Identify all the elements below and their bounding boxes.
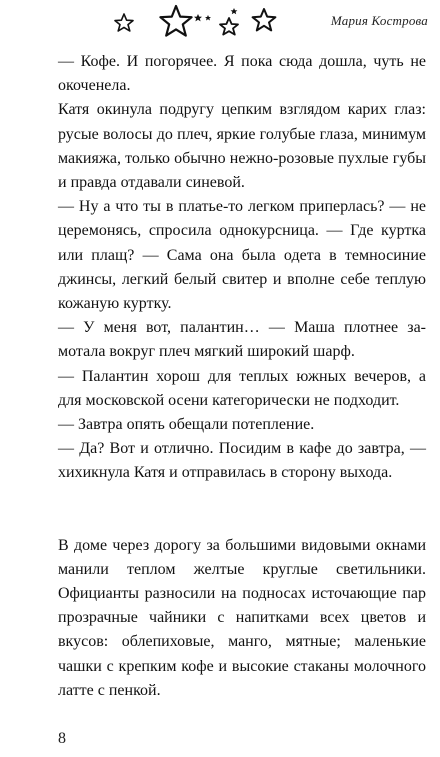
paragraph: В доме через дорогу за большими видовыми окнами манили теплом желтые круглые светильники. Официанты разносили на подносах источающие пар прозрачные чайники с напитками всех цветов и вкусов: облепиховые, манго, мятные; маленькие чашки с крепким кофе и высокие стаканы молочного латте с пенкой. (58, 536, 426, 699)
section-break (58, 510, 426, 534)
paragraph: Катя окинула подругу цепким взглядом карих глаз: русые волосы до плеч, яркие голубые глаза, минимум макияжа, только обычно нежно-розовые пухлые губы и правда отдавали синевой. (58, 101, 426, 192)
running-head-author: Мария Кострова (330, 13, 428, 28)
paragraph: — Кофе. И погорячее. Я пока сюда дошла, чуть не окоченела. (58, 53, 426, 95)
page-number: 8 (58, 730, 66, 747)
paragraph: — Палантин хорош для теплых южных вечеров, а для московской осени категорически не подходит. (58, 367, 426, 409)
paragraph: — Да? Вот и отлично. Посидим в кафе до завтра, — хихикнула Катя и отправилась в сторону выхода. (58, 440, 426, 482)
paragraph: — Ну а что ты в платье-то легком приперлась? — не церемонясь, спросила однокурсница. — Где куртка или плащ? — Сама она была одета в темносиние джинсы, легкий белый свитер и вполне себе теплую кожаную куртку. (58, 198, 426, 313)
body-text (58, 50, 426, 703)
running-header (0, 0, 440, 42)
section-break (58, 486, 426, 510)
stars-icon (112, 4, 282, 40)
paragraph: — У меня вот, палантин… — Маша плотнее замотала вокруг плеч мягкий широкий шарф. (58, 319, 426, 361)
paragraph: — Завтра опять обещали потепление. (58, 416, 315, 434)
